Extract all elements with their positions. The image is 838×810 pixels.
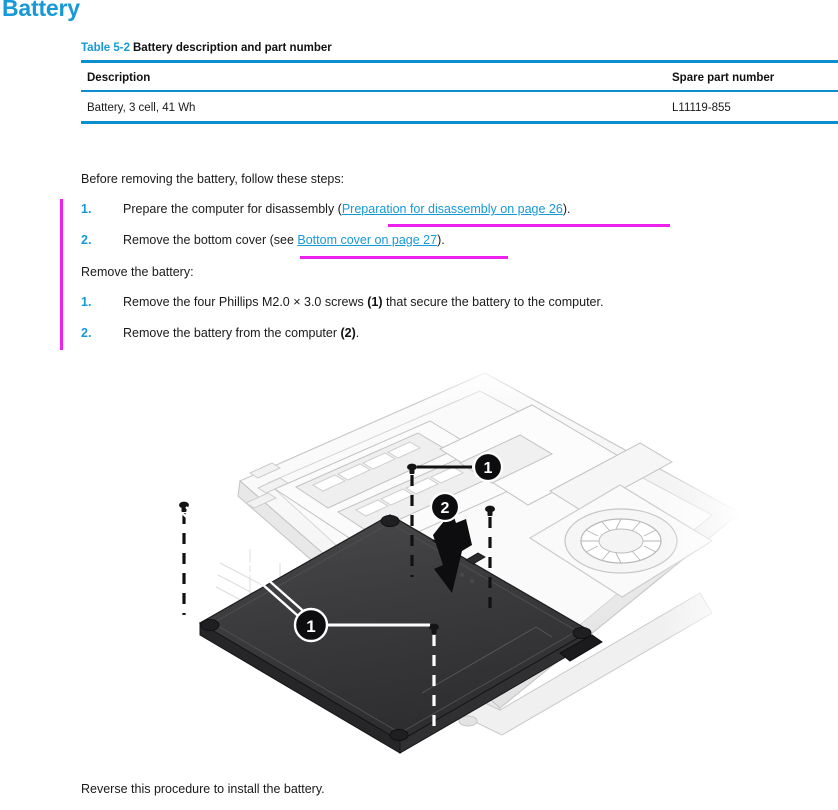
table-header-row	[81, 62, 838, 92]
remove-step-2-number: 2.	[81, 326, 92, 340]
pre-step-1-prefix: Prepare the computer for disassembly (	[123, 202, 342, 216]
intro-paragraph: Before removing the battery, follow these steps:	[81, 172, 345, 186]
remove-step-2-prefix: Remove the battery from the computer	[123, 326, 341, 340]
table-caption	[81, 41, 832, 55]
pre-step-2-prefix: Remove the bottom cover (see	[123, 233, 298, 247]
table-caption-number: Table 5-2	[81, 42, 130, 54]
callout-1-top	[474, 453, 502, 481]
callout-2	[431, 493, 459, 521]
remove-step-1	[81, 293, 781, 311]
pre-step-1-number: 1.	[81, 202, 92, 216]
pre-steps-list	[81, 200, 781, 249]
pre-step-1-suffix: ).	[562, 202, 571, 216]
cell-description: Battery, 3 cell, 41 Wh	[81, 91, 672, 123]
closing-paragraph: Reverse this procedure to install the battery.	[81, 782, 325, 796]
callout-1-bottom-label: 1	[306, 617, 316, 636]
remove-steps-list	[81, 293, 781, 342]
callout-1-bottom	[295, 609, 327, 641]
link-bottom-cover[interactable]: Bottom cover on page 27	[297, 233, 438, 247]
link-preparation-for-disassembly[interactable]: Preparation for disassembly on page 26	[341, 202, 563, 216]
pre-step-2-number: 2.	[81, 233, 92, 247]
battery-removal-illustration	[100, 363, 740, 761]
pre-step-2-suffix: ).	[437, 233, 445, 247]
remove-step-2	[81, 324, 781, 342]
table-row	[81, 91, 838, 123]
remove-step-2-callout: (2)	[340, 326, 356, 340]
callout-2-label: 2	[440, 500, 450, 517]
table-caption-text: Battery description and part number	[133, 42, 332, 54]
pre-step-2	[81, 231, 781, 249]
revision-change-bar	[60, 199, 63, 350]
remove-step-1-suffix: that secure the battery to the computer.	[382, 295, 604, 309]
remove-step-2-suffix: .	[355, 326, 360, 340]
table-header-description: Description	[81, 62, 672, 92]
pre-step-1	[81, 200, 781, 218]
remove-step-1-callout: (1)	[367, 295, 383, 309]
table-header-spare-part-number: Spare part number	[672, 62, 838, 92]
parts-table	[81, 60, 838, 124]
remove-step-1-prefix: Remove the four Phillips M2.0 × 3.0 screws	[123, 295, 368, 309]
procedure-body	[81, 170, 781, 355]
battery-removal-figure	[100, 363, 740, 761]
callout-1-top-label: 1	[483, 460, 493, 477]
remove-lead-paragraph: Remove the battery:	[81, 265, 194, 279]
remove-step-1-number: 1.	[81, 295, 92, 309]
parts-table-block	[81, 41, 832, 124]
page-title: Battery	[2, 0, 80, 21]
cell-spare-part-number: L11119-855	[672, 91, 838, 123]
